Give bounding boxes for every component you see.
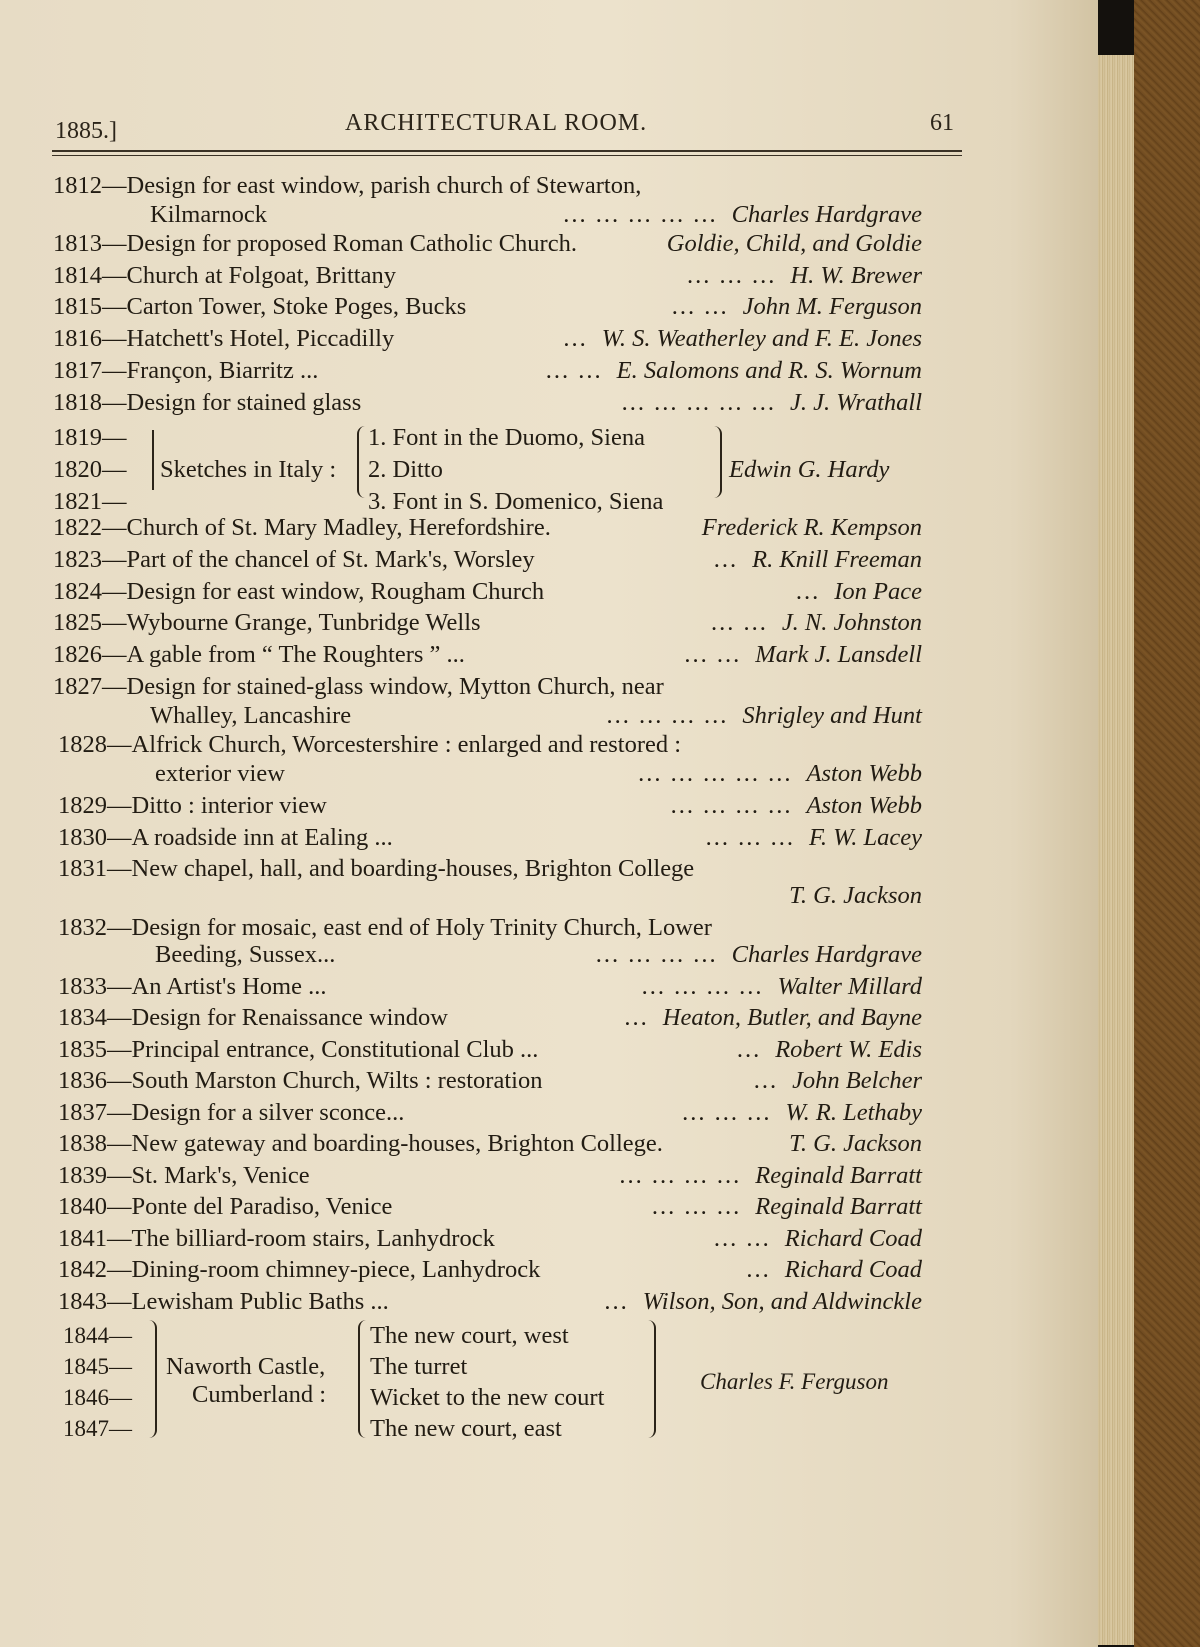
- group-item: The turret: [370, 1353, 468, 1380]
- entry-author: Walter Millard: [777, 973, 922, 1000]
- dot-leaders: ...: [753, 1067, 779, 1094]
- header-rule: [52, 150, 962, 152]
- dot-leaders: ...: [713, 546, 739, 573]
- entry-title: Ponte del Paradiso, Venice: [131, 1193, 393, 1220]
- entry-author: Wilson, Son, and Aldwinckle: [642, 1288, 922, 1315]
- entry-number: 1817: [53, 357, 102, 384]
- entry-title: Design for stained-glass window, Mytton Church, near: [126, 673, 664, 700]
- entry-line: 1817—Françon, Biarritz ...: [53, 357, 319, 384]
- dot-leaders: ... ... ...: [651, 1193, 742, 1220]
- entry-author: E. Salomons and R. S. Wornum: [616, 357, 922, 384]
- entry-number: 1829: [58, 792, 107, 819]
- entry-title: A gable from “ The Roughters ” ...: [126, 641, 465, 668]
- dot-leaders: ... ... ...: [705, 824, 796, 851]
- header-rule-thin: [52, 155, 962, 156]
- entry-number: 1836: [58, 1067, 107, 1094]
- entry-author: Mark J. Lansdell: [755, 641, 922, 668]
- entry-number: 1823: [53, 546, 102, 573]
- entry-title: An Artist's Home ...: [131, 973, 327, 1000]
- dot-leaders: ... ...: [713, 1225, 771, 1252]
- entry-author: T. G. Jackson: [789, 882, 922, 909]
- entry-line: 1812—Design for east window, parish church of Stewarton,: [53, 172, 642, 199]
- group-item: 1. Font in the Duomo, Siena: [368, 424, 645, 451]
- entry-line: 1818—Design for stained glass: [53, 389, 362, 416]
- entry-title: Hatchett's Hotel, Piccadilly: [126, 325, 395, 352]
- entry-line: 1841—The billiard-room stairs, Lanhydrock: [58, 1225, 495, 1252]
- entry-author: Heaton, Butler, and Bayne: [662, 1004, 922, 1031]
- entry-author: Robert W. Edis: [775, 1036, 922, 1063]
- entry-author: J. N. Johnston: [781, 609, 922, 636]
- page-fore-edge: [1098, 55, 1134, 1645]
- entry-number: 1831: [58, 855, 107, 882]
- dot-leaders: ... ... ... ...: [595, 941, 718, 968]
- group-number: 1845—: [63, 1354, 132, 1379]
- entry-author: Richard Coad: [784, 1256, 922, 1283]
- entry-line: 1834—Design for Renaissance window: [58, 1004, 448, 1031]
- entry-author: W. R. Lethaby: [785, 1099, 922, 1126]
- entry-line: 1833—An Artist's Home ...: [58, 973, 327, 1000]
- dot-leaders: ... ... ... ... ...: [621, 389, 776, 416]
- group-label: Sketches in Italy :: [160, 456, 337, 483]
- entry-line: 1824—Design for east window, Rougham Church: [53, 578, 545, 605]
- entry-number: 1813: [53, 230, 102, 257]
- entry-author: F. W. Lacey: [809, 824, 922, 851]
- right-brace: [714, 426, 722, 498]
- dot-leaders: ... ... ... ... ...: [563, 201, 718, 228]
- dot-leaders: ... ... ... ...: [641, 973, 764, 1000]
- entry-title-continued: Kilmarnock: [150, 201, 268, 228]
- entry-number: 1828: [58, 731, 107, 758]
- entry-title: Design for Renaissance window: [131, 1004, 448, 1031]
- book-cover: [1134, 0, 1200, 1647]
- header-year: 1885.]: [55, 118, 117, 144]
- entry-line: 1842—Dining-room chimney-piece, Lanhydrock: [58, 1256, 541, 1283]
- entry-author: T. G. Jackson: [789, 1130, 922, 1157]
- entry-line: 1843—Lewisham Public Baths ...: [58, 1288, 389, 1315]
- dot-leaders: ... ...: [710, 609, 768, 636]
- entry-number: 1814: [53, 262, 102, 289]
- entry-title: Principal entrance, Constitutional Club ...: [131, 1036, 539, 1063]
- entry-number: 1837: [58, 1099, 107, 1126]
- entry-title: The billiard-room stairs, Lanhydrock: [131, 1225, 495, 1252]
- items-brace: [357, 426, 365, 498]
- dot-leaders: ... ... ...: [687, 262, 777, 289]
- dot-leaders: ... ...: [545, 357, 603, 384]
- entry-line: 1823—Part of the chancel of St. Mark's, Worsley: [53, 546, 535, 573]
- entry-number: 1816: [53, 325, 102, 352]
- dot-leaders: ...: [624, 1004, 649, 1031]
- entry-line: 1825—Wybourne Grange, Tunbridge Wells: [53, 609, 481, 636]
- entry-author: J. J. Wrathall: [789, 389, 922, 416]
- dot-leaders: ... ... ... ...: [606, 702, 729, 729]
- entry-title-continued: Beeding, Sussex...: [155, 941, 336, 968]
- entry-author: Frederick R. Kempson: [701, 514, 922, 541]
- entry-line: 1838—New gateway and boarding-houses, Brighton College.: [58, 1130, 663, 1157]
- entry-number: 1818: [53, 389, 102, 416]
- entry-number: 1826: [53, 641, 102, 668]
- dot-leaders: ...: [795, 578, 821, 605]
- left-brace: [146, 430, 154, 490]
- entry-author: Charles Hardgrave: [731, 201, 922, 228]
- entry-number: 1830: [58, 824, 107, 851]
- dot-leaders: ... ... ... ...: [670, 792, 793, 819]
- group-author: Charles F. Ferguson: [700, 1369, 889, 1394]
- entry-line: 1826—A gable from “ The Roughters ” ...: [53, 641, 465, 668]
- entry-title: Ditto : interior view: [131, 792, 327, 819]
- dot-leaders: ... ...: [684, 641, 742, 668]
- group-number: 1847—: [63, 1416, 132, 1441]
- entry-title: New chapel, hall, and boarding-houses, Brighton College: [131, 855, 695, 882]
- entry-title: Design for east window, parish church of Stewarton,: [126, 172, 642, 199]
- header-title: ARCHITECTURAL ROOM.: [345, 110, 648, 136]
- entry-title: Design for stained glass: [126, 389, 362, 416]
- group-number: 1844—: [63, 1323, 132, 1348]
- entry-author: Reginald Barratt: [755, 1193, 922, 1220]
- dot-leaders: ... ...: [671, 293, 729, 320]
- entry-line: 1827—Design for stained-glass window, Mytton Church, near: [53, 673, 664, 700]
- entry-author: Ion Pace: [834, 578, 922, 605]
- entry-line: 1840—Ponte del Paradiso, Venice: [58, 1193, 393, 1220]
- dot-leaders: ... ... ...: [682, 1099, 772, 1126]
- entry-line: 1829—Ditto : interior view: [58, 792, 327, 819]
- group-item: 2. Ditto: [368, 456, 443, 483]
- entry-number: 1834: [58, 1004, 107, 1031]
- entry-line: 1816—Hatchett's Hotel, Piccadilly: [53, 325, 395, 352]
- group-number: 1820—: [53, 456, 127, 483]
- entry-line: 1831—New chapel, hall, and boarding-houses, Brighton College: [58, 855, 695, 882]
- group-item: The new court, east: [370, 1415, 562, 1442]
- entry-number: 1825: [53, 609, 102, 636]
- group-number: 1846—: [63, 1385, 132, 1410]
- entry-line: 1837—Design for a silver sconce...: [58, 1099, 405, 1126]
- entry-author: Goldie, Child, and Goldie: [666, 230, 922, 257]
- group-number: 1821—: [53, 488, 127, 515]
- entry-title-continued: exterior view: [155, 760, 285, 787]
- entry-author: John Belcher: [792, 1067, 922, 1094]
- entry-author: H. W. Brewer: [790, 262, 922, 289]
- entry-number: 1839: [58, 1162, 107, 1189]
- entry-line: 1828—Alfrick Church, Worcestershire : enlarged and restored :: [58, 731, 682, 758]
- group-item: 3. Font in S. Domenico, Siena: [368, 488, 664, 515]
- right-brace: [648, 1320, 656, 1438]
- entry-number: 1838: [58, 1130, 107, 1157]
- entry-line: 1830—A roadside inn at Ealing ...: [58, 824, 393, 851]
- entry-author: W. S. Weatherley and F. E. Jones: [601, 325, 922, 352]
- entry-author: John M. Ferguson: [742, 293, 922, 320]
- dot-leaders: ... ... ... ... ...: [638, 760, 793, 787]
- group-label: Naworth Castle,: [166, 1353, 326, 1380]
- group-number: 1819—: [53, 424, 127, 451]
- entry-number: 1824: [53, 578, 102, 605]
- dot-leaders: ...: [604, 1288, 629, 1315]
- entry-title: Alfrick Church, Worcestershire : enlarged and restored :: [131, 731, 682, 758]
- group-label: Cumberland :: [192, 1381, 327, 1408]
- entry-title: Lewisham Public Baths ...: [131, 1288, 389, 1315]
- entry-title: New gateway and boarding-houses, Brighton College.: [131, 1130, 663, 1157]
- dot-leaders: ...: [746, 1256, 771, 1283]
- group-item: Wicket to the new court: [370, 1384, 605, 1411]
- entry-title: Dining-room chimney-piece, Lanhydrock: [131, 1256, 541, 1283]
- entry-line: 1836—South Marston Church, Wilts : restoration: [58, 1067, 543, 1094]
- entry-number: 1843: [58, 1288, 107, 1315]
- entry-title: Wybourne Grange, Tunbridge Wells: [126, 609, 481, 636]
- entry-number: 1827: [53, 673, 102, 700]
- entry-author: Shrigley and Hunt: [742, 702, 922, 729]
- entry-line: 1832—Design for mosaic, east end of Holy Trinity Church, Lower: [58, 914, 712, 941]
- entry-author: Richard Coad: [784, 1225, 922, 1252]
- entry-title: A roadside inn at Ealing ...: [131, 824, 393, 851]
- running-header: [0, 108, 1098, 148]
- entry-number: 1832: [58, 914, 107, 941]
- items-brace: [358, 1320, 366, 1438]
- dot-leaders: ...: [563, 325, 588, 352]
- entry-title: Church at Folgoat, Brittany: [126, 262, 396, 289]
- entry-number: 1841: [58, 1225, 107, 1252]
- group-author: Edwin G. Hardy: [729, 456, 890, 483]
- entry-title: Françon, Biarritz ...: [126, 357, 319, 384]
- entry-line: 1813—Design for proposed Roman Catholic Church.: [53, 230, 577, 257]
- entry-title-continued: Whalley, Lancashire: [150, 702, 352, 729]
- entry-author: Charles Hardgrave: [731, 941, 922, 968]
- entry-author: Aston Webb: [806, 760, 922, 787]
- entry-author: Aston Webb: [806, 792, 922, 819]
- entry-title: Design for proposed Roman Catholic Church.: [126, 230, 577, 257]
- entry-number: 1842: [58, 1256, 107, 1283]
- entry-title: Design for mosaic, east end of Holy Trinity Church, Lower: [131, 914, 712, 941]
- entry-title: Church of St. Mary Madley, Herefordshire.: [126, 514, 551, 541]
- entry-author: R. Knill Freeman: [752, 546, 922, 573]
- entry-number: 1815: [53, 293, 102, 320]
- entry-line: 1839—St. Mark's, Venice: [58, 1162, 310, 1189]
- dot-leaders: ... ... ... ...: [619, 1162, 742, 1189]
- entry-author: Reginald Barratt: [755, 1162, 922, 1189]
- dot-leaders: ...: [736, 1036, 762, 1063]
- entry-line: 1835—Principal entrance, Constitutional Club ...: [58, 1036, 539, 1063]
- group-item: The new court, west: [370, 1322, 569, 1349]
- entry-title: South Marston Church, Wilts : restoration: [131, 1067, 543, 1094]
- entry-number: 1822: [53, 514, 102, 541]
- entry-title: Design for east window, Rougham Church: [126, 578, 545, 605]
- entry-number: 1835: [58, 1036, 107, 1063]
- entry-number: 1840: [58, 1193, 107, 1220]
- entry-title: Part of the chancel of St. Mark's, Worsley: [126, 546, 535, 573]
- entry-title: Design for a silver sconce...: [131, 1099, 405, 1126]
- left-brace: [149, 1320, 157, 1438]
- entry-line: 1814—Church at Folgoat, Brittany: [53, 262, 396, 289]
- page-number: 61: [930, 110, 954, 136]
- entry-title: Carton Tower, Stoke Poges, Bucks: [126, 293, 467, 320]
- entry-number: 1812: [53, 172, 102, 199]
- entry-line: 1815—Carton Tower, Stoke Poges, Bucks: [53, 293, 467, 320]
- entry-line: 1822—Church of St. Mary Madley, Herefordshire.: [53, 514, 551, 541]
- entry-title: St. Mark's, Venice: [131, 1162, 310, 1189]
- entry-number: 1833: [58, 973, 107, 1000]
